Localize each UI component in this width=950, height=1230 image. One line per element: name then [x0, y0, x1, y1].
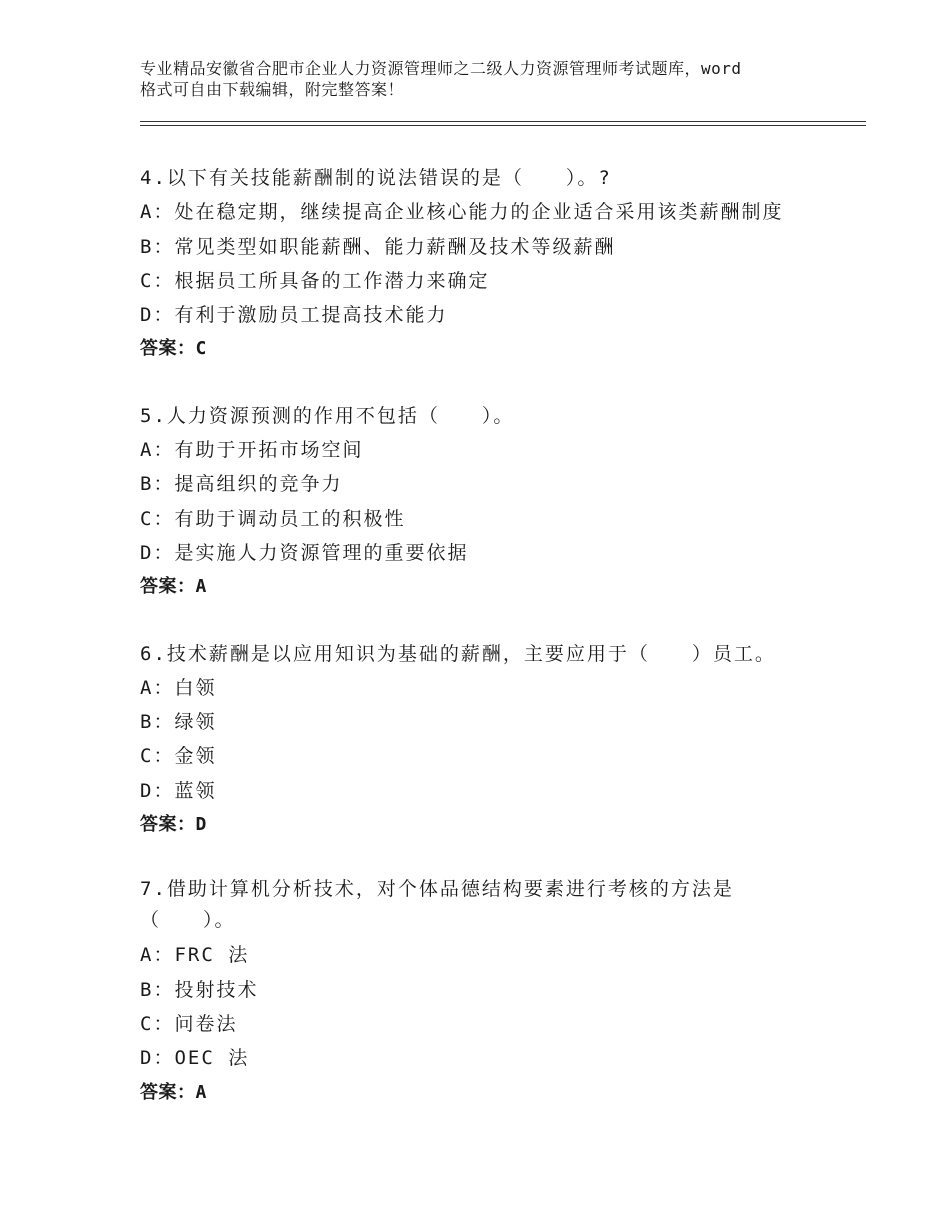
option-c: C：有助于调动员工的积极性 [140, 507, 406, 530]
option-d: D：有利于激励员工提高技术能力 [140, 304, 448, 327]
header-divider-top [140, 121, 866, 122]
question-stem: 7.借助计算机分析技术，对个体品德结构要素进行考核的方法是（ ）。 [140, 878, 734, 932]
question-4 [140, 161, 820, 367]
option-a: A：白领 [140, 676, 217, 699]
answer: 答案：A [140, 576, 207, 598]
answer: 答案：C [140, 338, 207, 360]
question-stem: 6.技术薪酬是以应用知识为基础的薪酬，主要应用于（ ）员工。 [140, 642, 776, 665]
option-c: C：问卷法 [140, 1012, 238, 1035]
option-a: A：FRC 法 [140, 944, 250, 967]
answer: 答案：A [140, 1081, 207, 1103]
option-c: C：金领 [140, 745, 217, 768]
question-list [140, 161, 820, 1142]
option-d: D：OEC 法 [140, 1047, 250, 1070]
answer: 答案：D [140, 814, 207, 836]
header-line-1: 专业精品安徽省合肥市企业人力资源管理师之二级人力资源管理师考试题库，word [140, 59, 742, 78]
question-stem: 5.人力资源预测的作用不包括（ ）。 [140, 404, 515, 427]
option-c: C：根据员工所具备的工作潜力来确定 [140, 269, 490, 292]
question-6 [140, 637, 820, 843]
question-7 [140, 874, 820, 1109]
option-d: D：蓝领 [140, 779, 217, 802]
question-5 [140, 399, 820, 605]
option-b: B：常见类型如职能薪酬、能力薪酬及技术等级薪酬 [140, 235, 616, 258]
header-line-2: 格式可自由下载编辑，附完整答案！ [140, 80, 405, 99]
option-a: A：处在稳定期，继续提高企业核心能力的企业适合采用该类薪酬制度 [140, 201, 784, 224]
question-stem: 4.以下有关技能薪酬制的说法错误的是（ ）。? [140, 167, 612, 189]
header-divider-bottom [140, 125, 866, 126]
document-header [140, 58, 840, 100]
option-d: D：是实施人力资源管理的重要依据 [140, 541, 469, 564]
option-b: B：提高组织的竞争力 [140, 473, 343, 496]
option-b: B：绿领 [140, 711, 217, 734]
option-a: A：有助于开拓市场空间 [140, 439, 364, 462]
option-b: B：投射技术 [140, 978, 259, 1001]
